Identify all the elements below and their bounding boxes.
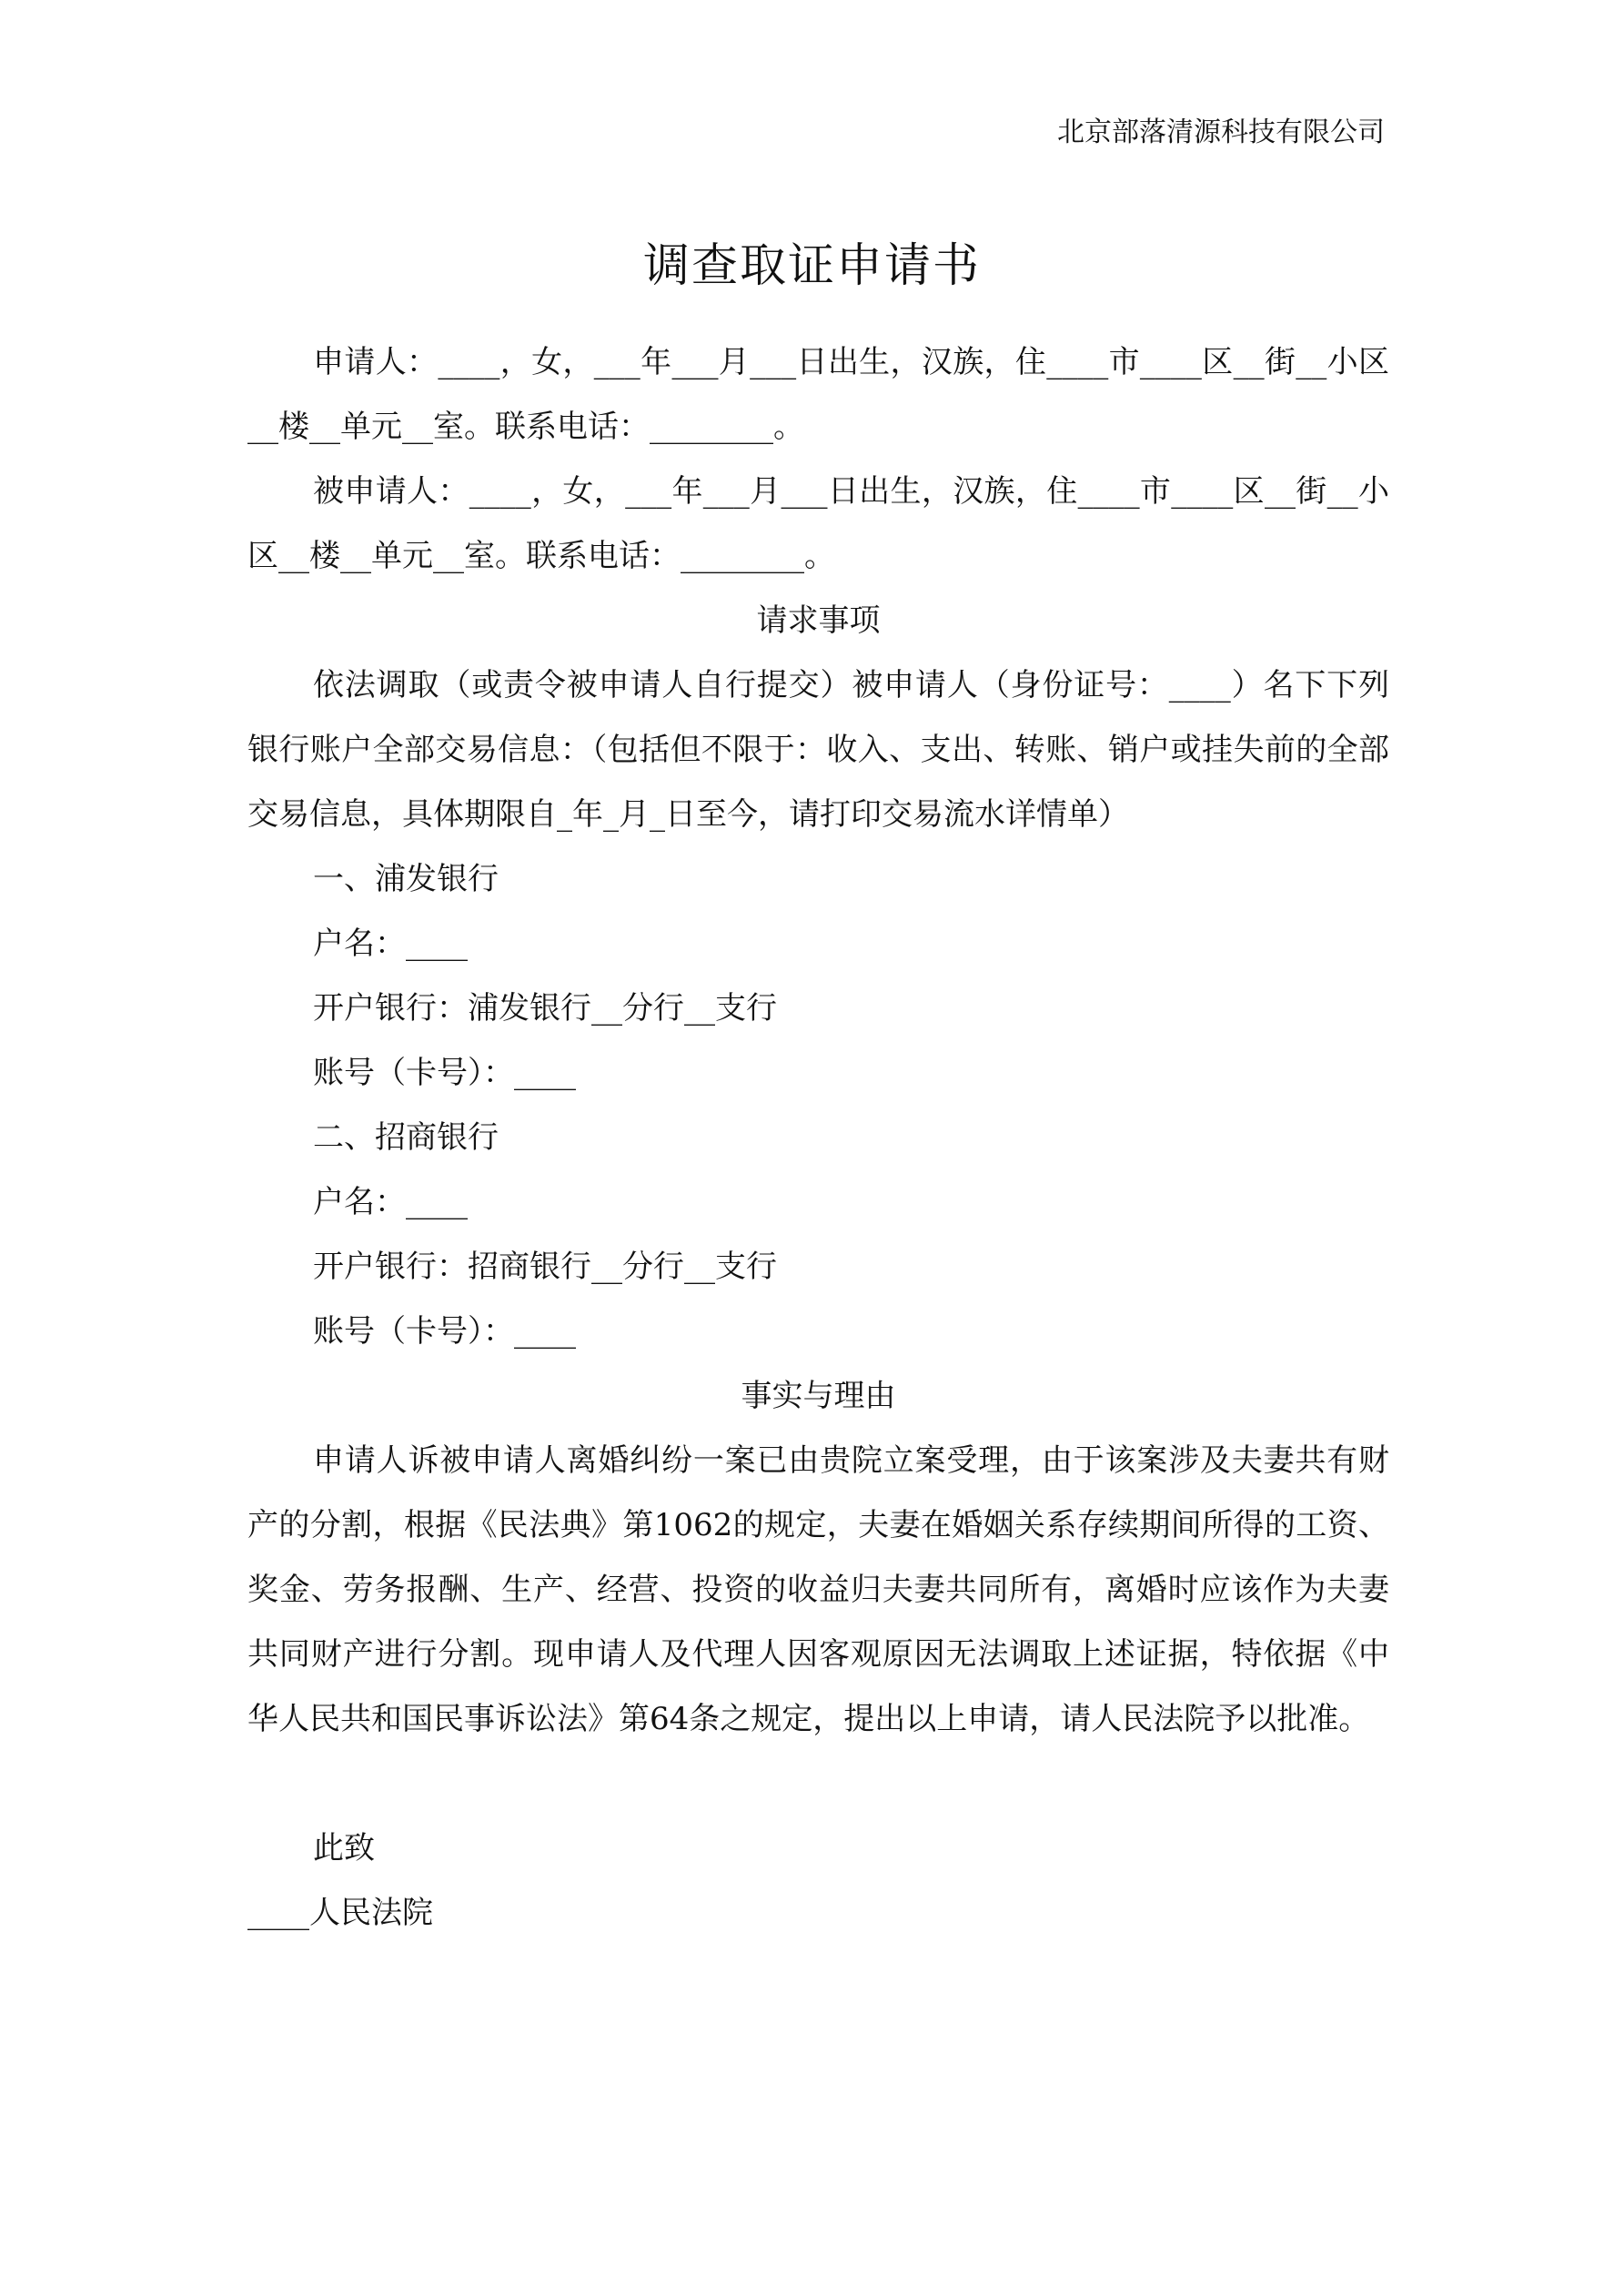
- applicant-paragraph: 申请人：____，女，___年___月___日出生，汉族，住____市____区__街__小区__楼__单元__室。联系电话：________。: [247, 344, 1389, 445]
- bank1-branch: 开户银行：浦发银行__分行__支行: [313, 990, 777, 1027]
- court-addressee: ____人民法院: [247, 1895, 433, 1931]
- bank2-branch: 开户银行：招商银行__分行__支行: [313, 1249, 777, 1285]
- bank1-account-number: 账号（卡号）：____: [313, 1055, 576, 1091]
- bank2-account-number: 账号（卡号）：____: [313, 1313, 576, 1350]
- bank2-account-name: 户名：____: [313, 1184, 468, 1220]
- document-body: [247, 330, 1389, 1946]
- requests-heading: 请求事项: [756, 602, 881, 639]
- facts-heading: 事实与理由: [741, 1378, 896, 1414]
- bank1-account-name: 户名：____: [313, 925, 468, 962]
- bank2-heading: 二、招商银行: [313, 1119, 499, 1156]
- respondent-paragraph: 被申请人：____，女，___年___月___日出生，汉族，住____市____区__街__小区__楼__单元__室。联系电话：________。: [247, 473, 1389, 574]
- document-title: 调查取证申请书: [642, 239, 981, 293]
- facts-paragraph: 申请人诉被申请人离婚纠纷一案已由贵院立案受理，由于该案涉及夫妻共有财产的分割，根据《民法典》第1062的规定，夫妻在婚姻关系存续期间所得的工资、奖金、劳务报酬、生产、经营、投资的收益归夫妻共同所有，离婚时应该作为夫妻共同财产进行分割。现申请人及代理人因客观原因无法调取上述证据，特依据《中华人民共和国民事诉讼法》第64条之规定，提出以上申请，请人民法院予以批准。: [247, 1442, 1389, 1737]
- company-header: 北京部落清源科技有限公司: [1057, 116, 1385, 148]
- requests-paragraph: 依法调取（或责令被申请人自行提交）被申请人（身份证号：____）名下下列银行账户全部交易信息：（包括但不限于：收入、支出、转账、销户或挂失前的全部交易信息，具体期限自_年_月_日至今，请打印交易流水详情单）: [247, 667, 1389, 833]
- bank1-heading: 一、浦发银行: [313, 861, 499, 897]
- closing-salutation: 此致: [313, 1830, 375, 1866]
- spacer: [247, 1752, 1389, 1816]
